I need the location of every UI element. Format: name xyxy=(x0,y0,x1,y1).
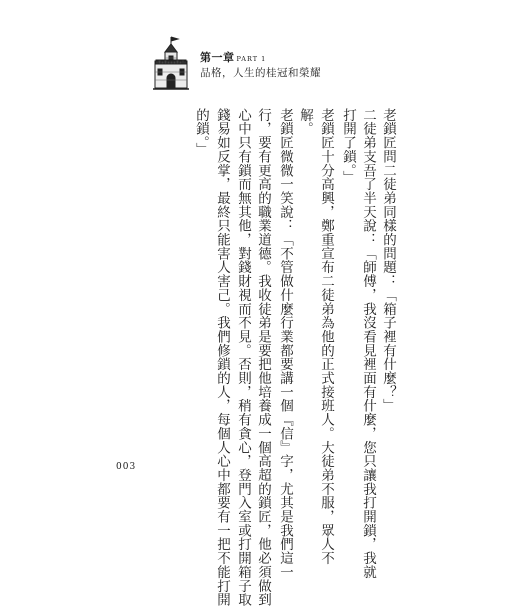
chapter-number-line xyxy=(200,49,266,65)
text-column: 行，要有更高的職業道德。我收徒弟是要把他培養成一個高超的鎖匠，他必須做到 xyxy=(255,108,271,607)
chapter-title: 品格，人生的桂冠和榮耀 xyxy=(200,67,321,79)
text-column: 打開了鎖。」 xyxy=(340,108,356,185)
text-column: 的鎖。」 xyxy=(193,108,209,157)
text-column: 心中只有鎖而無其他，對錢財視而不見。否則，稍有貪心，登門入室或打開箱子取 xyxy=(235,108,251,607)
castle-icon xyxy=(150,36,192,92)
text-column: 二徒弟支吾了半天說：「師傅，我沒看見裡面有什麼，您只讓我打開鎖，我就 xyxy=(360,108,376,579)
text-column: 老鎖匠問二徒弟同樣的問題：「箱子裡有什麼？」 xyxy=(380,108,396,413)
page-number: 003 xyxy=(116,462,137,472)
chapter-header xyxy=(150,36,350,96)
text-column: 老鎖匠微微一笑說：「不管做什麼行業都要講一個『信』字，尤其是我們這一 xyxy=(277,108,293,579)
body-text xyxy=(130,108,396,607)
text-column: 解。 xyxy=(297,108,313,136)
text-column: 錢易如反掌，最終只能害人害己。我們修鎖的人，每個人心中都要有一把不能打開 xyxy=(214,108,230,607)
part-label: PART 1 xyxy=(236,55,267,63)
chapter-number: 第一章 xyxy=(200,51,235,64)
text-column: 老鎖匠十分高興，鄭重宣布二徒弟為他的正式接班人。大徒弟不服，眾人不 xyxy=(318,108,334,566)
